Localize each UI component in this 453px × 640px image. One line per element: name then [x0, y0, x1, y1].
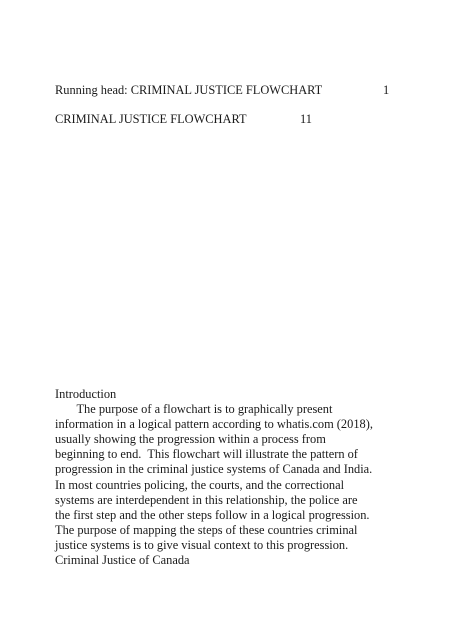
section-heading-canada: Criminal Justice of Canada [55, 553, 190, 568]
paragraph-line: beginning to end. This flowchart will illustrate the pattern of [55, 447, 358, 462]
paragraph-line: The purpose of mapping the steps of these countries criminal [55, 522, 358, 537]
paragraph-line: In most countries policing, the courts, and the correctional [55, 477, 345, 492]
document-title: CRIMINAL JUSTICE FLOWCHART [55, 112, 247, 126]
paragraph-line: progression in the criminal justice systems of Canada and India. [55, 462, 373, 477]
title-number: 11 [300, 112, 312, 126]
paragraph-line: the first step and the other steps follow in a logical progression. [55, 507, 370, 522]
section-heading-introduction: Introduction [55, 387, 117, 401]
running-head: Running head: CRIMINAL JUSTICE FLOWCHART [55, 83, 323, 97]
paragraph-line: The purpose of a flowchart is to graphically present [55, 402, 333, 417]
paragraph-line: justice systems is to give visual context to this progression. [55, 537, 349, 552]
paragraph-line: usually showing the progression within a process from [55, 432, 326, 447]
page-number: 1 [383, 83, 390, 97]
paragraph-line: systems are interdependent in this relationship, the police are [55, 492, 358, 507]
body-text [55, 387, 415, 568]
paragraph-line: information in a logical pattern according to whatis.com (2018), [55, 417, 373, 432]
